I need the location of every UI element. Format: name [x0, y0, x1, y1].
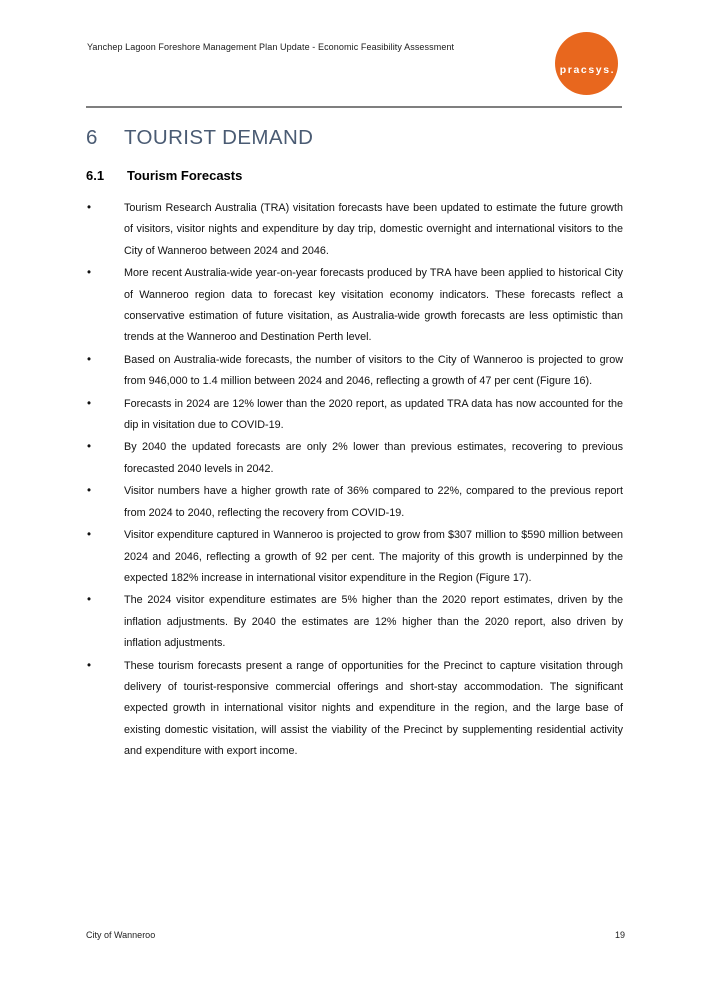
- bullet-item: • Tourism Research Australia (TRA) visitation forecasts have been updated to estimate the future growth of visitors, visitor nights and expenditure by day trip, domestic overnight and international visitors to the City of Wanneroo between 2024 and 2046.: [86, 198, 623, 262]
- subsection-title: Tourism Forecasts: [127, 168, 243, 183]
- page-footer: [86, 930, 625, 940]
- bullet-list: [86, 198, 623, 764]
- pracsys-logo-text: pracsys.: [559, 64, 616, 76]
- bullet-item: • The 2024 visitor expenditure estimates are 5% higher than the 2020 report estimates, driven by the inflation adjustments. By 2040 the estimates are 12% higher than the 2020 report, also driven by inflation adjustments.: [86, 590, 623, 654]
- header-title: Yanchep Lagoon Foreshore Management Plan Update - Economic Feasibility Assessment: [87, 42, 455, 52]
- bullet-item: • These tourism forecasts present a range of opportunities for the Precinct to capture visitation through delivery of tourist-responsive commercial offerings and short-stay accommodation. The significant expected growth in international visitor nights and expenditure in the region, and the large base of existing domestic visitation, will assist the viability of the Precinct by supplementing residential activity and expenditure with export income.: [86, 656, 623, 763]
- footer-text: City of Wanneroo: [86, 930, 156, 940]
- subsection-number: 6.1: [86, 168, 105, 183]
- bullet-item: • More recent Australia-wide year-on-year forecasts produced by TRA have been applied to historical City of Wanneroo region data to forecast key visitation economy indicators. These forecasts reflect a conservative estimation of future visitation, as Australia-wide growth forecasts are less optimistic than trends at the Wanneroo and Destination Perth level.: [86, 263, 623, 349]
- header-divider: [86, 106, 622, 108]
- bullet-item: • By 2040 the updated forecasts are only 2% lower than previous estimates, recovering to previous forecasted 2040 levels in 2042.: [86, 437, 623, 480]
- section-number: 6: [86, 126, 98, 149]
- page-number: 19: [614, 930, 625, 940]
- pracsys-logo: [555, 32, 618, 95]
- bullet-item: • Forecasts in 2024 are 12% lower than the 2020 report, as updated TRA data has now accounted for the dip in visitation due to COVID-19.: [86, 394, 623, 437]
- section-title: TOURIST DEMAND: [124, 126, 314, 149]
- bullet-item: • Visitor numbers have a higher growth rate of 36% compared to 22%, compared to the previous report from 2024 to 2040, reflecting the recovery from COVID-19.: [86, 481, 623, 524]
- bullet-item: • Visitor expenditure captured in Wanneroo is projected to grow from $307 million to $590 million between 2024 and 2046, reflecting a growth of 92 per cent. The majority of this growth is underpinned by the expected 182% increase in international visitor expenditure in the Region (Figure 17).: [86, 525, 623, 589]
- bullet-item: • Based on Australia-wide forecasts, the number of visitors to the City of Wanneroo is projected to grow from 946,000 to 1.4 million between 2024 and 2046, reflecting a growth of 47 per cent (Figure 16).: [86, 350, 623, 393]
- subsection-heading: [86, 168, 242, 183]
- section-heading: [86, 126, 313, 150]
